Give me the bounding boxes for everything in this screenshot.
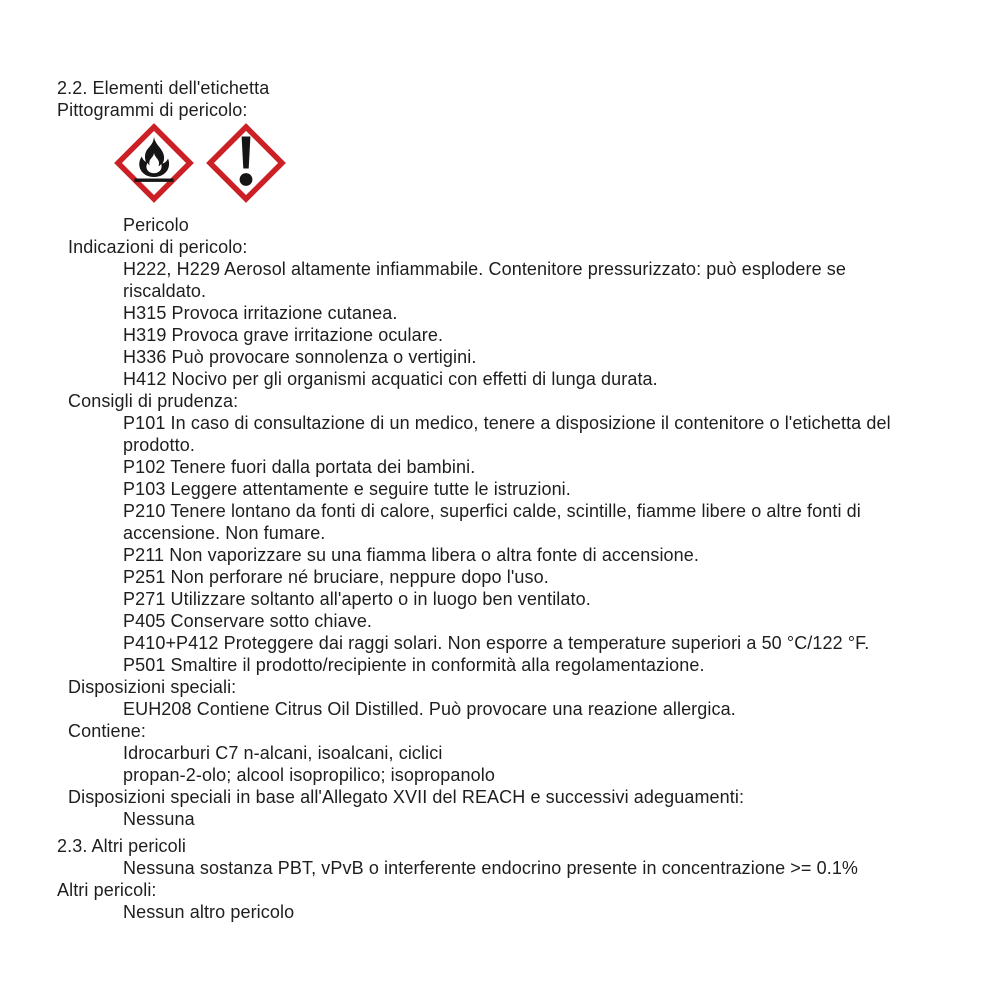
precautionary-statement: P211 Non vaporizzare su una fiamma libera o altra fonte di accensione. xyxy=(123,545,699,565)
special-provisions-heading: Disposizioni speciali: xyxy=(68,677,237,697)
sds-document-section xyxy=(57,77,957,923)
precautionary-statement: P210 Tenere lontano da fonti di calore, superfici calde, scintille, fiamme libere o altre fonti di xyxy=(123,501,861,521)
contains-heading: Contiene: xyxy=(68,721,146,741)
precautionary-statement: P103 Leggere attentamente e seguire tutte le istruzioni. xyxy=(123,479,571,499)
precautionary-statement: P251 Non perforare né bruciare, neppure dopo l'uso. xyxy=(123,567,549,587)
hazard-pictograms xyxy=(57,123,957,203)
precautionary-statement: P101 In caso di consultazione di un medico, tenere a disposizione il contenitore o l'etichetta del xyxy=(123,413,891,433)
contains-substance: propan-2-olo; alcool isopropilico; isopropanolo xyxy=(123,765,495,785)
ghs-flame-icon xyxy=(114,123,194,203)
pbt-statement: Nessuna sostanza PBT, vPvB o interferente endocrino presente in concentrazione >= 0.1% xyxy=(123,858,859,878)
precautionary-statement: P410+P412 Proteggere dai raggi solari. Non esporre a temperature superiori a 50 °C/122 °F. xyxy=(123,633,870,653)
reach-provisions-heading: Disposizioni speciali in base all'Allegato XVII del REACH e successivi adeguamenti: xyxy=(68,787,745,807)
precautionary-statement: accensione. Non fumare. xyxy=(123,523,326,543)
other-hazards-heading: Altri pericoli: xyxy=(57,880,157,900)
precautionary-statement: P271 Utilizzare soltanto all'aperto o in luogo ben ventilato. xyxy=(123,589,591,609)
hazard-statement: H336 Può provocare sonnolenza o vertigini. xyxy=(123,347,477,367)
reach-provision: Nessuna xyxy=(123,809,195,829)
hazard-statement: H412 Nocivo per gli organismi acquatici con effetti di lunga durata. xyxy=(123,369,658,389)
hazard-statement: H315 Provoca irritazione cutanea. xyxy=(123,303,398,323)
section-2-3-heading: 2.3. Altri pericoli xyxy=(57,836,186,856)
other-hazards-statement: Nessun altro pericolo xyxy=(123,902,295,922)
section-2-2-heading: 2.2. Elementi dell'etichetta xyxy=(57,78,270,98)
special-provision: EUH208 Contiene Citrus Oil Distilled. Può provocare una reazione allergica. xyxy=(123,699,736,719)
hazard-statements-heading: Indicazioni di pericolo: xyxy=(68,237,248,257)
signal-word: Pericolo xyxy=(123,215,189,235)
hazard-statement: H222, H229 Aerosol altamente infiammabile. Contenitore pressurizzato: può esplodere se xyxy=(123,259,847,279)
precautionary-statement: P405 Conservare sotto chiave. xyxy=(123,611,373,631)
precautionary-statement: prodotto. xyxy=(123,435,195,455)
hazard-statement: H319 Provoca grave irritazione oculare. xyxy=(123,325,444,345)
pictograms-label: Pittogrammi di pericolo: xyxy=(57,100,248,120)
precautionary-statement: P501 Smaltire il prodotto/recipiente in conformità alla regolamentazione. xyxy=(123,655,705,675)
precautionary-statement: P102 Tenere fuori dalla portata dei bambini. xyxy=(123,457,476,477)
ghs-exclamation-icon xyxy=(206,123,286,203)
hazard-statement: riscaldato. xyxy=(123,281,207,301)
contains-substance: Idrocarburi C7 n-alcani, isoalcani, ciclici xyxy=(123,743,443,763)
precautionary-statements-heading: Consigli di prudenza: xyxy=(68,391,239,411)
